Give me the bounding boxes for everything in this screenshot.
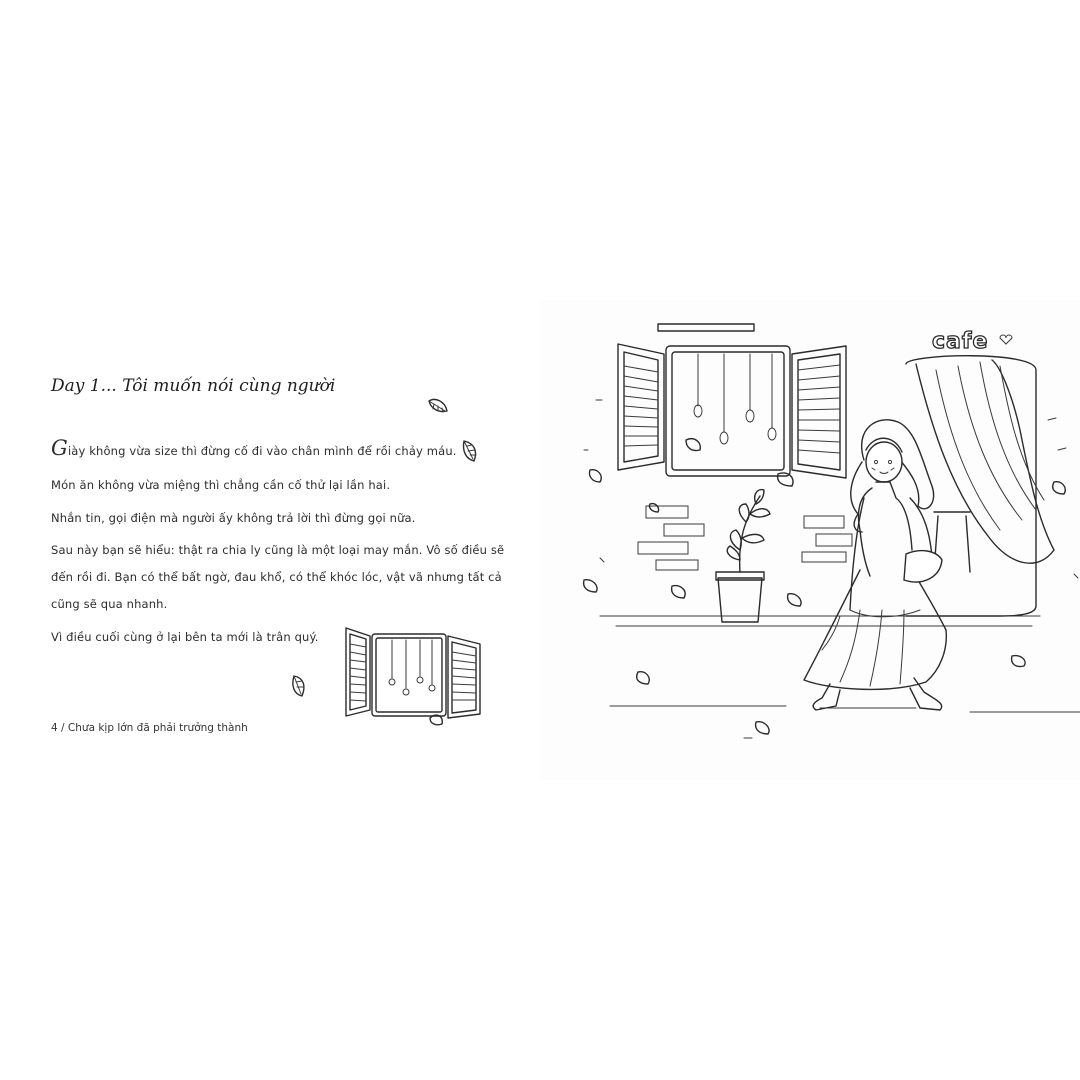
leaf-icon xyxy=(456,437,484,465)
paragraph-5: Vì điều cuối cùng ở lại bên ta mới là trân quý. xyxy=(51,630,319,644)
paragraph-3: Nhắn tin, gọi điện mà người ấy không trả lời thì đừng gọi nữa. xyxy=(51,511,416,525)
cafe-sign: cafe xyxy=(932,329,989,354)
paragraph-1-text: iày không vừa size thì đừng cố đi vào chân mình để rồi chảy máu. xyxy=(67,444,457,458)
footer-separator: / xyxy=(61,722,65,734)
window-illustration xyxy=(336,618,496,730)
page-number: 4 xyxy=(51,722,58,734)
drop-cap: G xyxy=(51,436,68,460)
chapter-heading: Day 1... Tôi muốn nói cùng người xyxy=(51,376,336,396)
leaf-icon xyxy=(286,672,312,700)
paragraph-4: Sau này bạn sẽ hiểu: thật ra chia ly cũng là một loại may mắn. Vô số điều sẽ đến rồi đi. Bạn có thể bất ngờ, đau khổ, có thể khóc lóc, vật vã nhưng tất cả cũng sẽ qua nhanh. xyxy=(51,543,505,611)
paragraph-1 xyxy=(51,438,506,465)
paragraph-2: Món ăn không vừa miệng thì chẳng cần cố thử lại lần hai. xyxy=(51,478,391,492)
girl-walking-past-cafe-illustration xyxy=(560,310,1080,770)
page-footer xyxy=(51,722,248,734)
book-title: Chưa kịp lớn đã phải trưởng thành xyxy=(67,722,248,734)
leaf-icon xyxy=(425,395,453,419)
